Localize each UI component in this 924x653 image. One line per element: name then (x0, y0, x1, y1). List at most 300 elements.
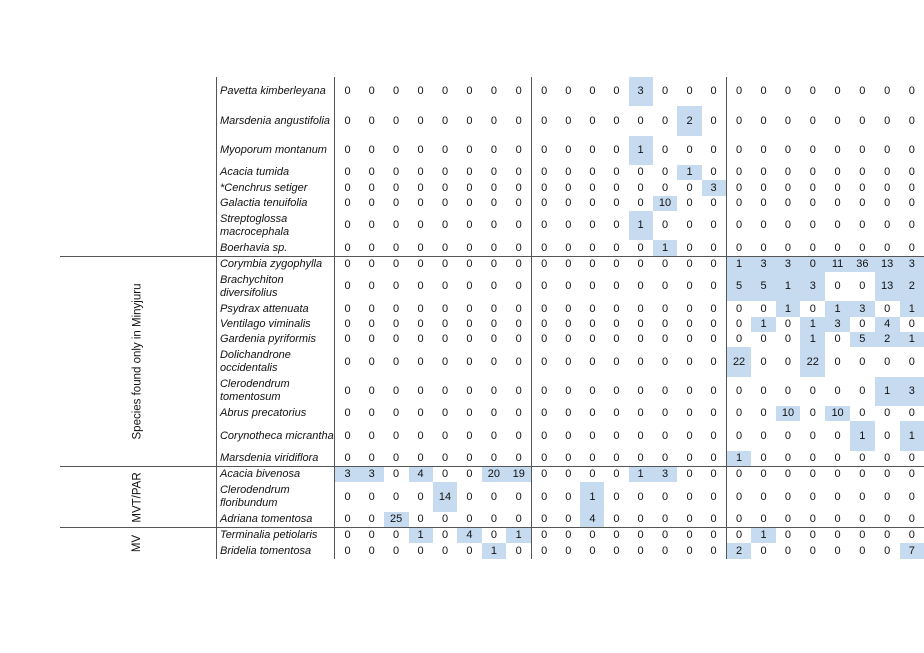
value-cell: 0 (834, 544, 841, 557)
value-cell: 0 (834, 241, 841, 254)
value-cell: 0 (900, 528, 924, 544)
value-cell: 0 (417, 143, 424, 156)
value-cell: 0 (589, 143, 596, 156)
value-cell: 0 (565, 166, 572, 179)
value-cell: 0 (859, 181, 866, 194)
value-cell: 0 (589, 114, 596, 127)
value-cell: 1 (482, 543, 507, 558)
value-cell: 0 (613, 355, 620, 368)
value-cell: 0 (613, 85, 620, 98)
value-cell: 0 (589, 181, 596, 194)
value-cell: 0 (532, 165, 557, 180)
value-cell: 0 (800, 467, 825, 483)
value-cell: 0 (565, 85, 572, 98)
value-cell: 7 (900, 543, 924, 558)
value-cell: 0 (834, 355, 841, 368)
value-cell: 0 (661, 512, 669, 525)
value-cell: 0 (710, 451, 717, 464)
value-cell: 0 (661, 280, 669, 293)
value-cell: 0 (884, 512, 891, 525)
value-cell: 0 (565, 451, 572, 464)
value-cell: 4 (580, 512, 604, 528)
value-cell: 3 (776, 256, 801, 272)
value-cell: 0 (490, 512, 497, 525)
value-cell: 2 (677, 106, 701, 135)
value-cell: 3 (800, 272, 825, 301)
value-cell: 0 (466, 512, 473, 525)
value-cell: 0 (393, 544, 400, 557)
value-cell: 0 (760, 333, 767, 346)
value-cell: 1 (580, 482, 604, 511)
value-cell: 0 (710, 407, 717, 420)
value-cell: 0 (589, 451, 596, 464)
value-cell: 0 (515, 181, 522, 194)
value-cell: 1 (506, 528, 531, 544)
value-cell: 0 (589, 355, 596, 368)
group-label-cell (60, 256, 216, 466)
species-name: Bridelia tomentosa (216, 543, 335, 558)
value-cell: 0 (677, 256, 701, 272)
value-cell: 3 (629, 77, 653, 106)
value-cell: 0 (760, 512, 767, 525)
value-cell: 0 (834, 280, 841, 293)
value-cell: 0 (809, 166, 816, 179)
value-cell: 0 (466, 355, 473, 368)
value-cell: 0 (393, 280, 400, 293)
value-cell: 0 (335, 256, 360, 272)
species-name: Pavetta kimberleyana (216, 77, 335, 106)
group-label-cell (60, 467, 216, 528)
group-label: MV (131, 534, 144, 552)
value-cell: 0 (908, 166, 915, 179)
value-cell: 0 (433, 256, 458, 272)
value-cell: 3 (702, 180, 727, 195)
value-cell: 0 (532, 543, 557, 558)
value-cell: 0 (809, 241, 816, 254)
value-cell: 0 (589, 280, 596, 293)
table-row (60, 528, 924, 544)
value-cell: 0 (800, 256, 825, 272)
value-cell: 0 (515, 333, 522, 346)
value-cell: 0 (686, 355, 693, 368)
value-cell: 0 (834, 219, 841, 232)
value-cell: 0 (809, 181, 816, 194)
value-cell: 0 (760, 241, 767, 254)
value-cell: 0 (532, 332, 557, 347)
value-cell: 0 (368, 317, 375, 330)
value-cell: 0 (565, 355, 572, 368)
value-cell: 0 (637, 317, 644, 330)
value-cell: 0 (589, 407, 596, 420)
value-cell: 0 (677, 467, 701, 483)
value-cell: 0 (515, 302, 522, 315)
value-cell: 0 (433, 528, 458, 544)
value-cell: 0 (784, 241, 792, 254)
value-cell: 0 (580, 256, 604, 272)
value-cell: 0 (908, 85, 915, 98)
value-cell: 0 (710, 317, 717, 330)
value-cell: 0 (393, 333, 400, 346)
value-cell: 0 (784, 143, 792, 156)
value-cell: 0 (686, 384, 693, 397)
value-cell: 0 (515, 407, 522, 420)
species-name: Abrus precatorius (216, 406, 335, 421)
value-cell: 0 (368, 114, 375, 127)
value-cell: 0 (589, 166, 596, 179)
value-cell: 0 (784, 317, 792, 330)
value-cell: 0 (466, 280, 473, 293)
value-cell: 0 (686, 302, 693, 315)
value-cell: 0 (661, 384, 669, 397)
value-cell: 5 (751, 272, 775, 301)
value-cell: 0 (613, 219, 620, 232)
value-cell: 0 (490, 143, 497, 156)
species-name: Clerodendrum tomentosum (216, 377, 335, 406)
value-cell: 2 (900, 272, 924, 301)
value-cell: 0 (604, 256, 628, 272)
value-cell: 0 (589, 544, 596, 557)
value-cell: 0 (661, 407, 669, 420)
value-cell: 0 (859, 280, 866, 293)
value-cell: 0 (532, 421, 557, 450)
value-cell: 0 (751, 467, 775, 483)
value-cell: 1 (850, 421, 875, 450)
value-cell: 3 (335, 467, 360, 483)
value-cell: 0 (441, 219, 449, 232)
value-cell: 0 (908, 196, 915, 209)
value-cell: 0 (834, 384, 841, 397)
value-cell: 0 (661, 490, 669, 503)
value-cell: 0 (441, 384, 449, 397)
value-cell: 0 (368, 302, 375, 315)
value-cell: 0 (441, 355, 449, 368)
species-name: Myoporum montanum (216, 136, 335, 165)
value-cell: 0 (417, 512, 424, 525)
value-cell: 0 (637, 114, 644, 127)
value-cell: 0 (344, 280, 351, 293)
value-cell: 0 (859, 544, 866, 557)
value-cell: 0 (393, 429, 400, 442)
value-cell: 0 (613, 114, 620, 127)
value-cell: 0 (710, 302, 717, 315)
value-cell: 0 (515, 241, 522, 254)
value-cell: 0 (760, 429, 767, 442)
value-cell: 0 (629, 528, 653, 544)
value-cell: 0 (834, 114, 841, 127)
value-cell: 0 (613, 512, 620, 525)
value-cell: 3 (850, 301, 875, 316)
group-label-cell (60, 528, 216, 559)
value-cell: 0 (613, 166, 620, 179)
value-cell: 0 (393, 302, 400, 315)
value-cell: 0 (726, 106, 751, 135)
value-cell: 0 (565, 333, 572, 346)
value-cell: 0 (441, 544, 449, 557)
value-cell: 0 (850, 467, 875, 483)
value-cell: 0 (784, 85, 792, 98)
value-cell: 0 (532, 406, 557, 421)
value-cell: 0 (809, 544, 816, 557)
value-cell: 0 (686, 333, 693, 346)
value-cell: 0 (859, 384, 866, 397)
value-cell: 0 (784, 219, 792, 232)
value-cell: 0 (661, 317, 669, 330)
value-cell: 0 (613, 280, 620, 293)
value-cell: 0 (515, 317, 522, 330)
value-cell: 0 (900, 467, 924, 483)
value-cell: 0 (726, 421, 751, 450)
value-cell: 0 (834, 85, 841, 98)
value-cell: 0 (884, 451, 891, 464)
value-cell: 0 (661, 219, 669, 232)
value-cell: 0 (393, 407, 400, 420)
value-cell: 0 (344, 302, 351, 315)
value-cell: 0 (661, 166, 669, 179)
value-cell: 1 (800, 332, 825, 347)
value-cell: 0 (637, 512, 644, 525)
value-cell: 0 (344, 384, 351, 397)
value-cell: 0 (393, 451, 400, 464)
value-cell: 0 (702, 467, 727, 483)
value-cell: 0 (515, 355, 522, 368)
value-cell: 0 (515, 85, 522, 98)
value-cell: 1 (875, 377, 900, 406)
value-cell: 0 (686, 181, 693, 194)
value-cell: 0 (565, 429, 572, 442)
value-cell: 22 (800, 347, 825, 376)
value-cell: 0 (565, 407, 572, 420)
value-cell: 0 (637, 302, 644, 315)
value-cell: 0 (726, 482, 751, 511)
value-cell: 0 (532, 317, 557, 332)
value-cell: 0 (760, 407, 767, 420)
value-cell: 0 (686, 317, 693, 330)
value-cell: 0 (417, 196, 424, 209)
value-cell: 0 (908, 451, 915, 464)
value-cell: 0 (515, 196, 522, 209)
value-cell: 0 (859, 85, 866, 98)
value-cell: 0 (834, 166, 841, 179)
value-cell: 0 (710, 490, 717, 503)
value-cell: 0 (686, 196, 693, 209)
value-cell: 0 (344, 544, 351, 557)
value-cell: 0 (686, 490, 693, 503)
value-cell: 0 (490, 241, 497, 254)
value-cell: 4 (409, 467, 433, 483)
species-name: Corynotheca micrantha (216, 421, 335, 450)
value-cell: 0 (710, 355, 717, 368)
value-cell: 0 (859, 196, 866, 209)
value-cell: 0 (441, 317, 449, 330)
value-cell: 0 (726, 301, 751, 316)
value-cell: 0 (466, 85, 473, 98)
value-cell: 0 (726, 165, 751, 180)
value-cell: 1 (900, 332, 924, 347)
value-cell: 0 (368, 407, 375, 420)
value-cell: 0 (784, 114, 792, 127)
value-cell: 0 (760, 114, 767, 127)
value-cell: 0 (441, 241, 449, 254)
value-cell: 0 (490, 114, 497, 127)
table-row (60, 467, 924, 483)
value-cell: 0 (441, 333, 449, 346)
table-row (60, 256, 924, 272)
value-cell: 0 (466, 451, 473, 464)
value-cell: 0 (580, 528, 604, 544)
value-cell: 0 (393, 355, 400, 368)
value-cell: 0 (809, 407, 816, 420)
value-cell: 0 (809, 143, 816, 156)
value-cell: 0 (661, 85, 669, 98)
value-cell: 0 (760, 196, 767, 209)
value-cell: 0 (710, 143, 717, 156)
value-cell: 0 (441, 114, 449, 127)
value-cell: 0 (784, 333, 792, 346)
species-abundance-table (60, 77, 924, 559)
value-cell: 0 (834, 333, 841, 346)
value-cell: 19 (506, 467, 531, 483)
species-name: Gardenia pyriformis (216, 332, 335, 347)
value-cell: 0 (565, 219, 572, 232)
value-cell: 0 (466, 544, 473, 557)
value-cell: 0 (661, 333, 669, 346)
value-cell: 0 (589, 384, 596, 397)
value-cell: 0 (776, 528, 801, 544)
value-cell: 0 (875, 528, 900, 544)
value-cell: 0 (613, 407, 620, 420)
value-cell: 0 (784, 166, 792, 179)
value-cell: 0 (726, 136, 751, 165)
value-cell: 0 (344, 241, 351, 254)
value-cell: 0 (417, 429, 424, 442)
value-cell: 0 (532, 196, 557, 211)
value-cell: 1 (900, 301, 924, 316)
value-cell: 0 (710, 512, 717, 525)
value-cell: 0 (556, 528, 580, 544)
value-cell: 0 (661, 355, 669, 368)
value-cell: 0 (466, 143, 473, 156)
value-cell: 0 (760, 181, 767, 194)
value-cell: 0 (441, 429, 449, 442)
value-cell: 0 (466, 166, 473, 179)
value-cell: 0 (565, 384, 572, 397)
value-cell: 0 (532, 301, 557, 316)
species-name: Marsdenia viridiflora (216, 451, 335, 467)
value-cell: 0 (908, 512, 915, 525)
value-cell: 0 (417, 317, 424, 330)
value-cell: 10 (776, 406, 801, 421)
species-name: Streptoglossa macrocephala (216, 211, 335, 240)
value-cell: 0 (884, 219, 891, 232)
value-cell: 0 (859, 490, 866, 503)
value-cell: 0 (532, 256, 557, 272)
value-cell: 1 (751, 317, 775, 332)
value-cell: 0 (908, 181, 915, 194)
value-cell: 0 (441, 166, 449, 179)
value-cell: 0 (482, 528, 507, 544)
value-cell: 0 (490, 490, 497, 503)
value-cell: 3 (900, 256, 924, 272)
value-cell: 0 (726, 240, 751, 256)
value-cell: 0 (393, 490, 400, 503)
value-cell: 0 (515, 384, 522, 397)
value-cell: 13 (875, 256, 900, 272)
value-cell: 14 (433, 482, 458, 511)
value-cell: 1 (653, 240, 678, 256)
value-cell: 0 (532, 377, 557, 406)
value-cell: 0 (908, 241, 915, 254)
value-cell: 0 (637, 429, 644, 442)
value-cell: 0 (637, 181, 644, 194)
value-cell: 0 (908, 317, 915, 330)
value-cell: 10 (825, 406, 850, 421)
value-cell: 0 (760, 143, 767, 156)
value-cell: 0 (417, 490, 424, 503)
value-cell: 0 (661, 143, 669, 156)
value-cell: 0 (393, 384, 400, 397)
value-cell: 0 (784, 181, 792, 194)
value-cell: 0 (726, 211, 751, 240)
value-cell: 0 (589, 196, 596, 209)
value-cell: 0 (726, 196, 751, 211)
value-cell: 2 (875, 332, 900, 347)
species-name: Brachychiton diversifolius (216, 272, 335, 301)
value-cell: 0 (726, 377, 751, 406)
value-cell: 0 (613, 181, 620, 194)
value-cell: 0 (344, 317, 351, 330)
value-cell: 0 (417, 407, 424, 420)
value-cell: 0 (515, 219, 522, 232)
value-cell: 0 (515, 544, 522, 557)
value-cell: 0 (726, 332, 751, 347)
value-cell: 0 (760, 355, 767, 368)
value-cell: 0 (417, 114, 424, 127)
value-cell: 0 (532, 240, 557, 256)
value-cell: 0 (784, 490, 792, 503)
value-cell: 0 (490, 429, 497, 442)
value-cell: 0 (760, 384, 767, 397)
value-cell: 0 (466, 241, 473, 254)
value-cell: 0 (360, 256, 384, 272)
value-cell: 0 (441, 512, 449, 525)
value-cell: 0 (466, 384, 473, 397)
value-cell: 0 (710, 241, 717, 254)
value-cell: 0 (565, 317, 572, 330)
value-cell: 0 (515, 114, 522, 127)
value-cell: 0 (417, 181, 424, 194)
value-cell: 0 (850, 528, 875, 544)
value-cell: 0 (686, 544, 693, 557)
value-cell: 0 (661, 302, 669, 315)
value-cell: 0 (532, 467, 557, 483)
value-cell: 0 (344, 143, 351, 156)
value-cell: 0 (784, 429, 792, 442)
species-name: Acacia tumida (216, 165, 335, 180)
value-cell: 0 (809, 85, 816, 98)
value-cell: 0 (637, 490, 644, 503)
species-name: Clerodendrum floribundum (216, 482, 335, 511)
value-cell: 25 (384, 512, 409, 528)
value-cell: 0 (661, 451, 669, 464)
value-cell: 0 (686, 219, 693, 232)
value-cell: 0 (859, 451, 866, 464)
value-cell: 0 (710, 166, 717, 179)
value-cell: 0 (556, 467, 580, 483)
value-cell: 0 (417, 355, 424, 368)
value-cell: 0 (589, 333, 596, 346)
value-cell: 3 (653, 467, 678, 483)
value-cell: 0 (809, 451, 816, 464)
